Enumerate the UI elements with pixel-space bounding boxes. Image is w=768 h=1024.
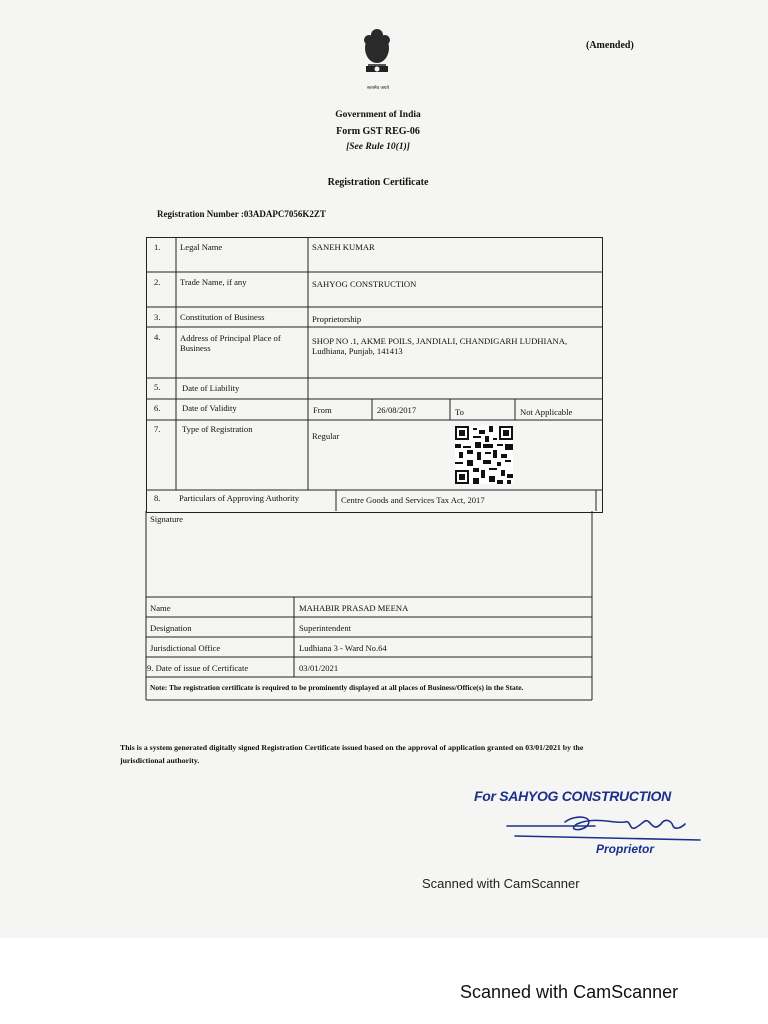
row-5-number: 5. bbox=[154, 382, 161, 392]
stamp-proprietor-label: Proprietor bbox=[596, 842, 655, 856]
row-6-label: Date of Validity bbox=[182, 403, 237, 413]
row-6-number: 6. bbox=[154, 403, 161, 413]
signature-label: Signature bbox=[150, 514, 183, 524]
row-4-label: Address of Principal Place of Business bbox=[180, 333, 281, 353]
registration-number: Registration Number :03ADAPC7056K2ZT bbox=[157, 209, 326, 219]
qr-code-icon bbox=[455, 426, 513, 484]
row-4-number: 4. bbox=[154, 332, 161, 342]
designation-label: Designation bbox=[150, 623, 192, 633]
officer-name-label: Name bbox=[150, 603, 171, 613]
validity-to-value: Not Applicable bbox=[520, 407, 573, 417]
issue-date-value: 03/01/2021 bbox=[299, 663, 339, 673]
issue-date-label: 9. Date of issue of Certificate bbox=[147, 663, 249, 673]
row-8-number: 8. bbox=[154, 493, 161, 503]
display-note: Note: The registration certificate is required to be prominently displayed at all places of Business/Office(s) in the State. bbox=[150, 683, 524, 692]
row-5-label: Date of Liability bbox=[182, 383, 240, 393]
rule-reference: [See Rule 10(1)] bbox=[346, 142, 410, 152]
row-4-value: SHOP NO .1, AKME POILS, JANDIALI, CHANDIGARH LUDHIANA, Ludhiana, Punjab, 141413 bbox=[312, 336, 568, 356]
validity-from-label: From bbox=[313, 405, 332, 415]
designation-value: Superintendent bbox=[299, 623, 352, 633]
row-1-value: SANEH KUMAR bbox=[312, 242, 375, 252]
camscanner-watermark-outer: Scanned with CamScanner bbox=[460, 982, 679, 1002]
jurisdictional-office-label: Jurisdictional Office bbox=[150, 643, 221, 653]
stamp-company-name: For SAHYOG CONSTRUCTION bbox=[474, 788, 671, 804]
row-1-label: Legal Name bbox=[180, 242, 223, 252]
row-3-number: 3. bbox=[154, 312, 161, 322]
row-1-number: 1. bbox=[154, 242, 161, 252]
row-2-number: 2. bbox=[154, 277, 161, 287]
row-7-number: 7. bbox=[154, 424, 161, 434]
row-8-label: Particulars of Approving Authority bbox=[179, 493, 300, 503]
row-3-label: Constitution of Business bbox=[180, 312, 265, 322]
row-3-value: Proprietorship bbox=[312, 314, 362, 324]
jurisdictional-office-value: Ludhiana 3 - Ward No.64 bbox=[299, 643, 387, 653]
form-heading: Form GST REG-06 bbox=[336, 126, 420, 137]
camscanner-watermark-inner: Scanned with CamScanner bbox=[422, 876, 580, 891]
validity-to-label: To bbox=[455, 407, 464, 417]
government-heading: Government of India bbox=[335, 110, 421, 120]
validity-from-date: 26/08/2017 bbox=[377, 405, 417, 415]
row-7-value: Regular bbox=[312, 431, 340, 441]
officer-name: MAHABIR PRASAD MEENA bbox=[299, 603, 409, 613]
page-title: Registration Certificate bbox=[327, 177, 429, 188]
row-2-value: SAHYOG CONSTRUCTION bbox=[312, 279, 417, 289]
amended-label: (Amended) bbox=[586, 40, 634, 51]
system-generated-note: This is a system generated digitally signed Registration Certificate issued based on the approval of application granted on 03/01/2021 by the jurisdictional authority. bbox=[120, 743, 584, 765]
row-7-label: Type of Registration bbox=[182, 424, 253, 434]
emblem-motto: सत्यमेव जयते bbox=[366, 86, 390, 91]
row-2-label: Trade Name, if any bbox=[180, 277, 247, 287]
row-8-value: Centre Goods and Services Tax Act, 2017 bbox=[341, 495, 485, 505]
